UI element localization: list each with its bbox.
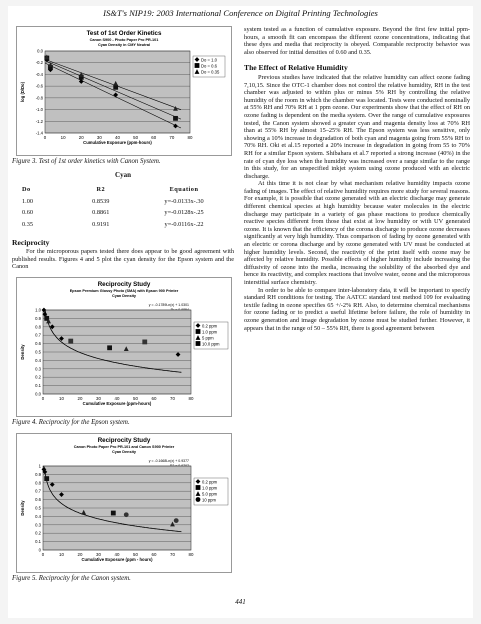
data-point-square [111,510,116,515]
epson-reciprocity-svg [17,278,231,416]
table-cell: 0.8539 [92,197,110,205]
y-tick-label: 0.7 [35,488,41,494]
y-tick-label: 0.0 [35,391,41,397]
y-tick-label: 0.1 [35,538,41,544]
x-tick-label: 10 [59,551,64,557]
figure-4-caption: Figure 4. Reciprocity for the Epson system. [12,418,130,426]
chart-title: Reciprocity Study [97,436,151,444]
legend-entry: 0.2 ppm [202,478,218,484]
y-tick-label: 0.4 [35,357,41,363]
y-tick-label: 0.4 [35,513,41,519]
y-tick-label: 0.3 [35,521,41,527]
canon-reciprocity-svg [17,434,231,572]
figure-3-caption: Figure 3. Test of 1st order kinetics with Canon System. [12,158,161,165]
legend-entry: 5 ppm [202,335,214,341]
x-tick-label: 60 [151,395,157,401]
table-header-do: Do [22,186,31,194]
reciprocity-paragraph: For the microporous papers tested there does appear to be good agreement with published results. Figures 4 and 5 plot the cyan density for the Epson system and the Canon [12,248,234,271]
chart-title: Reciprocity Study [97,280,151,288]
x-tick-label: 60 [151,551,157,557]
x-axis-label: Cumulative Exposure (ppm-hours) [83,140,152,145]
legend-entry: Do = 0.35 [201,69,220,75]
data-point-square [113,85,118,90]
legend-entry: 0.2 ppm [202,323,218,329]
x-tick-label: 40 [115,135,120,140]
y-tick-label: -0.8 [35,95,43,101]
x-tick-label: 50 [133,135,139,140]
x-tick-label: 80 [188,395,194,401]
x-tick-label: 80 [187,135,193,140]
y-tick-label: 0 [38,547,41,553]
table-row [12,207,234,219]
x-tick-label: 30 [96,135,102,140]
y-tick-label: 0.1 [35,383,41,389]
data-point-square [196,329,201,334]
legend-entry: Do = 0.6 [201,63,217,69]
legend-entry: 1.0 ppm [202,329,218,335]
reciprocity-heading: Reciprocity [12,237,50,247]
legend-entry: 1.0 ppm [202,484,218,490]
x-axis-label: Cumulative Exposure (ppm - hours) [81,556,153,562]
chart-subtitle-2: Cyan Density [111,293,137,298]
data-point-square [107,345,112,350]
data-point-circle [196,497,201,502]
y-tick-label: 0.7 [35,332,41,338]
figure-5-chart [16,433,232,573]
chart-title: Test of 1st Order Kinetics [86,30,162,37]
x-tick-label: 60 [151,135,157,140]
y-tick-label: 0.6 [35,341,41,347]
x-tick-label: 0 [41,551,45,557]
table-header-equation: Equation [169,186,199,194]
figure-4-chart [16,277,232,417]
y-axis-label: log (D/Do) [20,81,25,103]
y-tick-label: 0.3 [35,366,41,372]
table-cell: 1.00 [22,197,34,205]
x-tick-label: 30 [96,551,101,557]
x-tick-label: 40 [114,551,120,557]
paragraph: system tested as a function of cumulative exposure. Beyond the first few initial ppm-hours, a smooth fit can encompass the different ozone concentrations, indicating that these dyes and media that reciprocity is obeyed. Comparable reciprocity behavior was also observed for initial densities of 0.60 and 0.35. [244,26,470,56]
document-page [8,6,473,618]
chart-subtitle-2: Cyan Density in CMY Neutral [97,43,151,47]
x-tick-label: 20 [77,551,83,557]
figure-3-chart [16,26,232,156]
y-tick-label: 0.2 [35,374,41,380]
y-tick-label: -0.6 [35,83,43,89]
paragraph: At this time it is not clear by what mechanism relative humidity impacts ozone fading of images. The effect of relative humidity requires more study for several reasons. For example, it is possible that ozone generated with an electric discharge may generate different chemical species at high humidity because water molecules in the electric discharge may participate in a variety of gas phase reactions to produce chemically reactive species different from those that exist at low humidity or with UV generated ozone. It is known that the efficiency of the corona discharge to produce ozone decreases significantly at very high humidity. Thus comparison of fading by ozone generated with an electric or corona discharge and by ozone generated with UV must be conducted at higher humidity levels. Second, the reactivity of the print itself with ozone may be affected by relative humidity. Possible effects of higher humidity include increasing the diffusivity of ozone into the media, increasing the solubility of the absorbed dye and hence its reactivity, and complex reactions that involve water, ozone and the microporous interstitial surface chemistry. [244,180,470,286]
table-cell: 0.8861 [92,209,110,217]
data-point-square [44,476,49,481]
legend-entry: 10 ppm [202,496,216,502]
y-tick-label: 0.6 [35,496,41,502]
data-point-square [196,341,201,346]
chart-subtitle: Canon Photo Paper Pro PR-101 and Canon S900 Printer [73,444,175,449]
x-tick-label: 30 [96,395,101,401]
data-point-square [195,63,200,68]
y-axis-label: Density [20,499,25,516]
x-tick-label: 70 [169,135,175,140]
table-cell: 0.60 [22,209,34,217]
chart-subtitle-2: Cyan Density [111,449,137,454]
x-tick-label: 10 [59,395,64,401]
x-tick-label: 80 [188,551,194,557]
y-tick-label: 0.9 [35,471,41,477]
y-tick-label: -1.0 [35,107,43,113]
section-heading: The Effect of Relative Humidity [244,63,348,73]
y-tick-label: 1 [38,463,41,469]
table-row [12,219,234,231]
y-tick-label: -0.2 [35,60,43,66]
trendline-equation: y = -0.1789Ln(x) + 1.0301 [148,302,189,307]
y-tick-label: -0.4 [35,71,43,77]
x-tick-label: 50 [133,551,138,557]
y-tick-label: 1.0 [35,307,41,313]
table-cell: 0.9191 [92,220,110,228]
x-tick-label: 0 [43,135,47,140]
y-tick-label: 0.2 [35,530,41,536]
x-tick-label: 20 [77,395,83,401]
y-tick-label: 0.8 [35,479,41,485]
y-tick-label: -1.4 [35,130,43,136]
x-tick-label: 20 [78,135,84,140]
y-axis-label: Density [20,344,25,360]
x-tick-label: 40 [114,395,120,401]
right-column [244,26,470,332]
running-header: IS&T's NIP19: 2003 International Conference on Digital Printing Technologies [103,8,378,18]
data-point-circle [174,518,179,523]
table-header-r2: R2 [96,186,106,194]
table-title: Cyan [115,170,131,179]
data-point-circle [124,512,129,517]
table-cell: y=-0.0116x-.22 [164,220,204,228]
y-tick-label: 0.8 [35,324,41,330]
data-point-square [68,339,73,344]
legend-entry: Do = 1.0 [201,57,217,63]
x-tick-label: 70 [170,551,175,557]
legend-entry: 5.0 ppm [202,490,218,496]
kinetics-table [12,184,234,230]
paragraph: In order to be able to compare inter-laboratory data, it will be important to specify standard RH conditions for testing. The AATCC standard test method 109 for evaluating textile fading in ozone specifies 65 +/-2% RH. Also, to determine chemical mechanisms for ozone fading or to predict a useful lifetime before failure, the role of humidity in ozone generation and image degradation by ozone must be studied further. However, it appears that in the range of 50 – 55% RH, there is good agreement between [244,286,470,332]
legend-entry: 10.0 ppm [202,341,220,347]
chart-subtitle: Canon S900 - Photo Paper Pro PR-101 [89,38,159,42]
left-column [12,26,234,588]
table-row [12,196,234,208]
table-cell: 0.35 [22,220,34,228]
y-tick-label: 0.9 [35,315,41,321]
y-tick-label: 0.5 [35,349,41,355]
y-tick-label: 0.5 [35,505,41,511]
x-tick-label: 70 [170,395,175,401]
data-point-square [196,485,201,490]
page-number: 441 [235,598,246,606]
x-tick-label: 10 [60,135,66,140]
data-point-square [173,116,178,121]
y-tick-label: -1.2 [35,118,43,124]
figure-5-caption: Figure 5. Reciprocity for the Canon system. [12,574,131,582]
trendline-equation: y = -0.1668Ln(x) + 0.9377 [148,458,189,463]
table-cell: y=-0.0128x-.25 [164,209,204,217]
table-header-row [12,184,234,196]
table-cell: y=-0.0133x-.30 [164,197,204,205]
chart-subtitle: Epson Premium Glossy Photo (SMA) with Epson 900 Printer [69,288,179,293]
data-point-square [142,339,147,344]
kinetics-chart-svg [17,27,231,155]
x-axis-label: Cumulative Exposure (ppm-hours) [82,400,152,406]
paragraph: Previous studies have indicated that the relative humidity can affect ozone fading 7,10,15. Since the OTC-1 chamber does not control the relative humidity, RH in the test chamber was adjusted to within plus or minus 5% RH by controlling the relative humidity of the room in which the chamber was located. Tests were conducted nominally at 55% RH and 70% RH at 1 ppm ozone. Our experiments show that the effect of RH on ozone fading is dependent on the media system. Over the range of cumulative exposures tested, the Canon system showed a greater cyan and magenta density loss at 70% RH than at 55% RH by almost 15–25% RH. The Epson system was less sensitive, only showing a 10% increase in degradation of both cyan and magenta going from 55% RH to 70% RH. Oki et al.15 reported a 20% increase in degradation in going from 55 to 70% RH for a similar Epson system. Shibahara et al.7 reported a strong increase (40%) in the rate of cyan dye loss when the humidity was increased over a range similar to the range in this study, for an unspecified inkjet system using ozone produced with an electric discharge. [244,73,470,180]
x-tick-label: 0 [41,395,45,401]
x-tick-label: 50 [133,395,138,401]
y-tick-label: 0.0 [37,48,43,54]
